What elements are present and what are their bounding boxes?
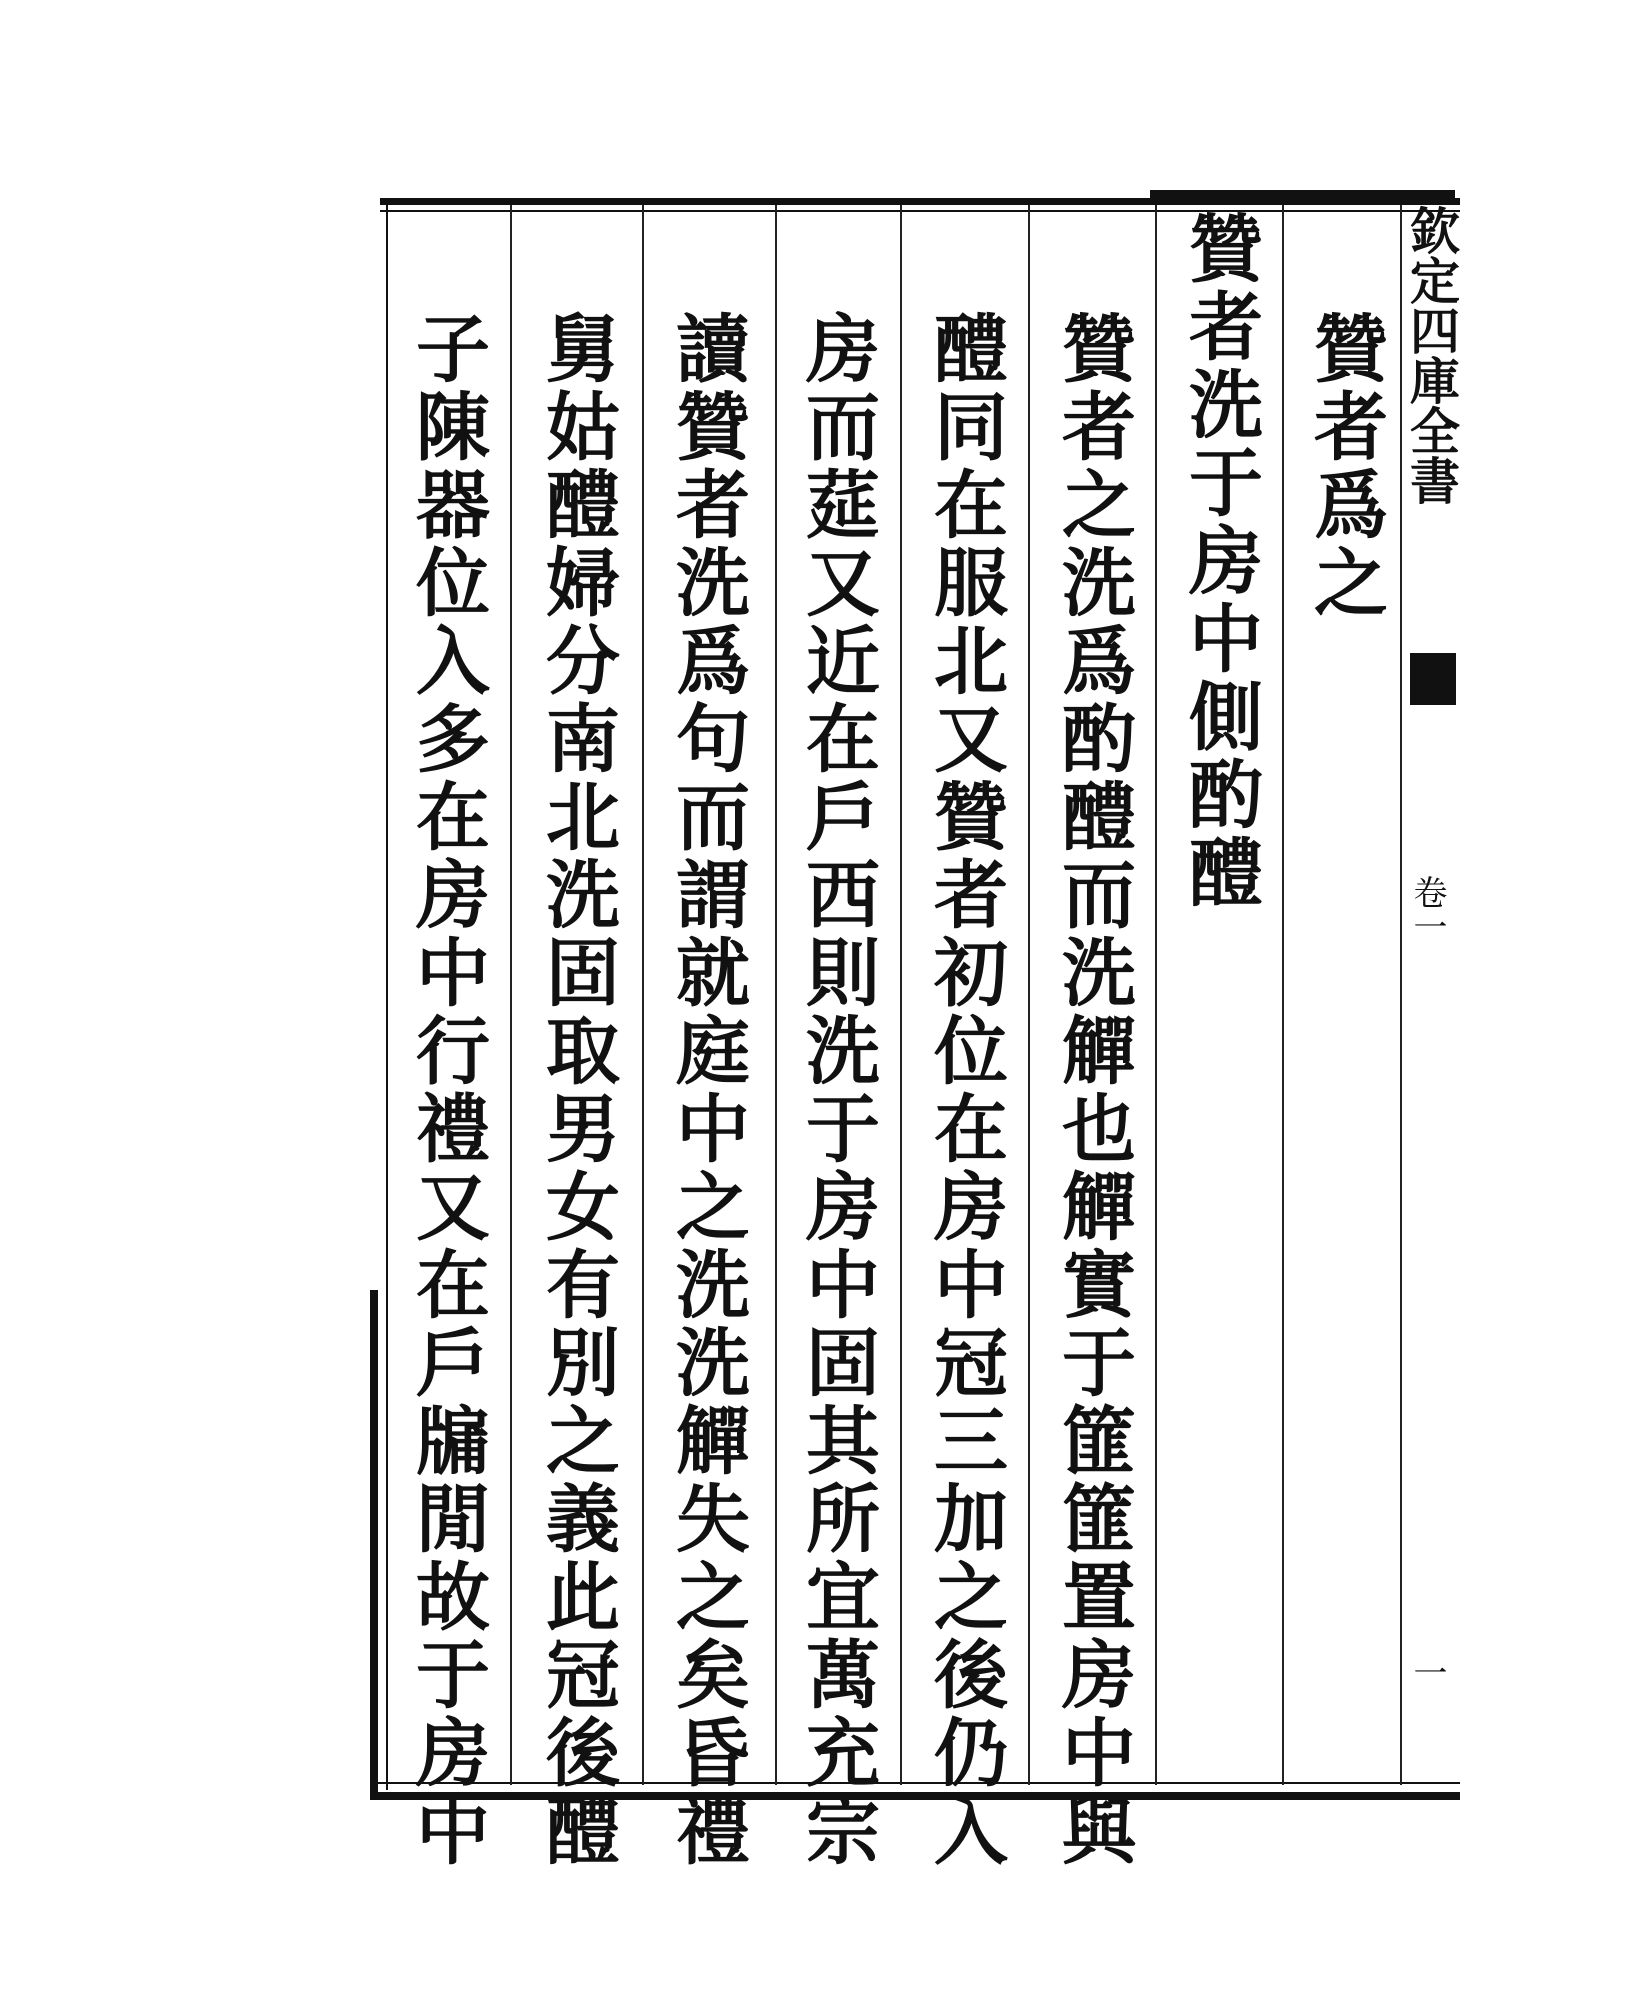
column-rule [1028, 205, 1030, 1785]
frame-left-inner-border [386, 205, 388, 1790]
column-text: 子陳器位入多在房中行禮又在戶牖閒故于房中 [404, 310, 490, 1870]
margin-strip [1402, 205, 1460, 1785]
text-column [1290, 210, 1400, 1780]
page-number: 一 [1407, 1655, 1447, 1689]
column-text: 房而莚又近在戶西則洗于房中固其所宜萬充宗 [794, 310, 880, 1870]
column-text: 贊者之洗爲酌醴而洗觶也觶實于篚篚置房中與 [1050, 310, 1136, 1870]
text-column [392, 210, 502, 1870]
fishtail-mark [1410, 653, 1456, 705]
text-column [1038, 210, 1148, 1870]
frame-top-border [380, 198, 1460, 205]
column-rule [775, 205, 777, 1785]
column-rule [1155, 205, 1157, 1785]
column-rule [1282, 205, 1284, 1785]
column-rule [510, 205, 512, 1785]
text-column [782, 210, 892, 1870]
text-column [1165, 210, 1275, 1780]
column-text: 贊者爲之 [1302, 310, 1388, 622]
column-text: 醴同在服北又贊者初位在房中冠三加之後仍入 [922, 310, 1008, 1870]
text-column [652, 210, 762, 1870]
book-title: 欽定四庫全書 [1402, 205, 1461, 505]
column-rule [642, 205, 644, 1785]
text-column [522, 210, 632, 1870]
column-text: 讀贊者洗爲句而謂就庭中之洗洗觶失之矣昏禮 [664, 310, 750, 1870]
column-text: 舅姑醴婦分南北洗固取男女有別之義此冠後醴 [534, 310, 620, 1870]
text-column [910, 210, 1020, 1870]
column-rule [900, 205, 902, 1785]
volume-label: 卷一 [1407, 875, 1447, 943]
column-text: 贊者洗于房中側酌醴 [1177, 210, 1263, 912]
frame-left-border [370, 1290, 378, 1800]
